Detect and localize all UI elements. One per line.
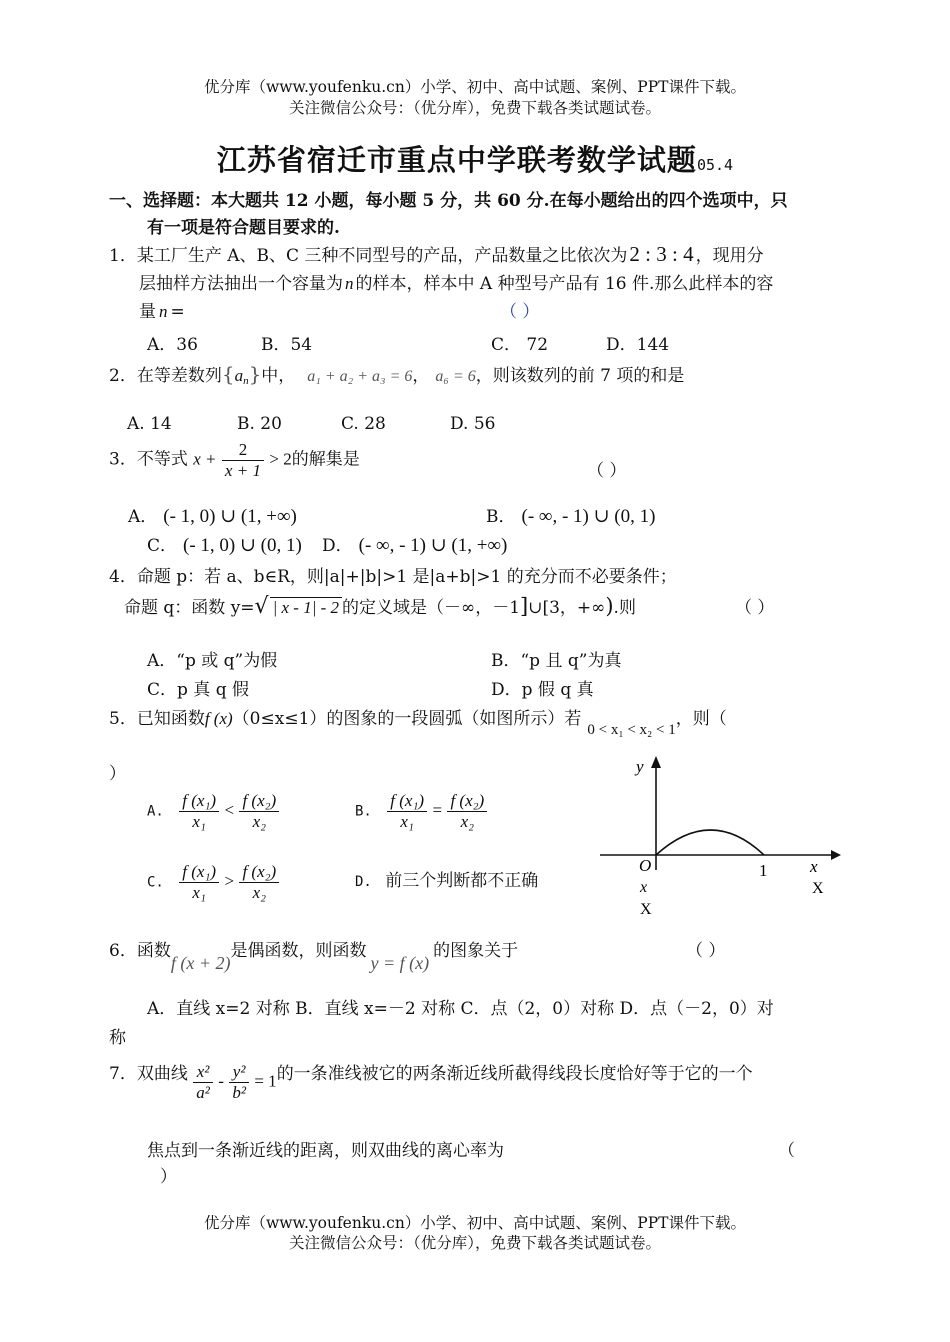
q3-frac-num: 2 [222,440,264,461]
q3-answer-paren: （ ） [587,461,627,481]
q7-d1: a² [196,1082,210,1102]
q4-text-b: 的定义域是（－∞，－1 [342,598,521,618]
q1-line-2 [139,269,773,294]
q5-cond: 0 < x₁ < x₂ < 1 [587,722,676,738]
q4-line-1: 4．命题 p：若 a、b∈R，则|a|+|b|>1 是|a+b|>1 的充分而不必要条件； [109,567,677,587]
q5-a-den2: x₂ [252,811,267,831]
q5-opt-d-label: D. [355,874,372,890]
q1-var-n-2: n [159,302,168,321]
q1-option-c: C． 72 [491,335,549,355]
q5-fx: f (x) [204,709,233,728]
q5-option-b [355,791,487,831]
q1-var-n: n [345,274,354,293]
q5-rel-c: > [224,871,235,891]
q2-option-d: D. 56 [450,414,496,434]
q3-tail: 的解集是 [291,449,360,470]
q4-bracket: ] [520,594,529,618]
q5-tail: ，则（ [675,709,727,729]
q7-frac-2 [229,1062,249,1102]
q7-paren-close: ） [160,1167,177,1187]
q5-graph [596,750,846,920]
q1-line-3 [139,297,185,322]
q4-option-c: C．p 真 q 假 [147,680,249,700]
q6-lead: 6．函数 [109,941,171,961]
q3-opt-a-label: A． [128,507,158,527]
q5-a-num2: f (x₂) [239,791,279,812]
q3-option-c [147,531,302,557]
q7-lead: 7．双曲线 [109,1064,188,1084]
q3-opt-d-label: D． [322,536,353,556]
q5-option-a [147,791,279,831]
graph-origin-label: O [639,856,652,875]
q5-option-d [355,866,538,891]
q5-opt-c-frac2 [239,862,279,902]
q6-mid: 是偶函数，则函数 [230,941,367,961]
q4-answer-paren: （ ） [735,598,775,618]
q5-a-den1: x₁ [192,811,206,831]
q7-n2: y² [229,1062,249,1083]
q2-tail: ，则该数列的前 7 项的和是 [475,366,685,386]
q5-c-den1: x₁ [192,882,206,902]
q7-d2: b² [232,1082,246,1102]
footer-line-1: 优分库（www.youfenku.cn）小学、初中、高中试题、案例、PPT课件下载。 [203,1214,747,1232]
q2-eq1: a₁ + a₂ + a₃ = 6 [307,368,413,385]
q3-option-a [128,502,297,528]
graph-y-arrow-icon [651,756,661,768]
q5-opt-c-frac1 [179,862,219,902]
q7-eq: = 1 [254,1071,277,1091]
q5-option-c [147,862,279,902]
graph-y-label: y [636,757,644,776]
q5-b-den1: x₁ [400,811,414,831]
q3-opt-d-value: (- ∞, - 1) ∪ (1, +∞) [358,535,508,556]
q7-line-2: 焦点到一条渐近线的距离，则双曲线的离心率为 [147,1141,504,1161]
section-heading-line-2: 有一项是符合题目要求的. [147,218,340,238]
q7-minus: - [218,1071,224,1091]
q2-seq: a [234,366,244,385]
q7-paren-open: （ [778,1141,795,1161]
q5-opt-b-frac1 [387,791,427,831]
q1-text-c: 层抽样方法抽出一个容量为 [139,274,343,294]
q2-line: 2．在等差数列$\{a_n\}$中， a₁ + a₂ + a₃ = 6， a₆ = 6，则该数列的前 7 项的和是 [109,362,685,387]
header-line-2: 关注微信公众号：（优分库），免费下载各类试题试卷。 [288,99,661,117]
q1-option-b: B．54 [261,335,313,355]
q3-option-d [322,531,507,557]
graph-one-label: 1 [759,861,768,880]
q2-mid: 中， [261,366,296,386]
q4-text-f: .则 [613,598,636,618]
q1-line-1 [109,241,764,267]
q4-option-b: B．“p 且 q”为真 [491,651,622,671]
page-title [0,138,950,179]
q5-opt-a-label: A. [147,803,164,820]
q5-opt-a-frac2 [239,791,279,831]
q3-opt-c-label: C． [147,536,178,556]
title-date: 05.4 [696,156,734,174]
q5-lead: 5．已知函数 [109,709,205,729]
q2-seq-sub: n [243,375,249,387]
graph-under-X1: X [812,880,824,897]
q2-option-c: C. 28 [341,414,386,434]
q6-options: A．直线 x=2 对称 B．直线 x=－2 对称 C．点（2，0）对称 D．点（－2，0）对 [147,999,774,1019]
header-line-1: 优分库（www.youfenku.cn）小学、初中、高中试题、案例、PPT课件下载。 [203,78,747,96]
q5-mid: （0≤x≤1）的图象的一段圆弧（如图所示）若 [232,709,582,729]
q3-x-plus: x + [193,449,217,469]
q3-opt-b-value: (- ∞, - 1) ∪ (0, 1) [521,506,656,527]
q4-text-d: ∪[3，+∞ [528,598,606,618]
q4-paren: ) [605,594,614,618]
q1-text-a: 1．某工厂生产 A、B、C 三种不同型号的产品，产品数量之比依次为 [109,246,628,266]
q3-line [109,440,360,480]
q1-ratio: 2 : 3 : 4 [629,242,694,266]
q6-options-wrap: 称 [109,1028,126,1048]
q3-gt: > 2 [269,449,292,469]
q7-n1: x² [193,1062,213,1083]
q4-line-2: 命题 q：函数 y=√ | x - 1| - 2 的定义域是（－∞，－1]∪[3，+∞).则 [124,594,636,619]
q1-answer-paren: （ ） [500,302,540,322]
q5-rel-b: = [432,800,443,820]
graph-arc [656,830,764,855]
q5-b-den2: x₂ [460,811,475,831]
q5-opt-b-frac2 [447,791,487,831]
q1-option-a: A．36 [147,335,198,355]
q6-f2: y = f (x) [370,953,430,973]
title-main: 江苏省宿迁市重点中学联考数学试题 [216,143,697,177]
q5-c-num2: f (x₂) [239,862,279,883]
q6-tail: 的图象关于 [433,941,519,961]
q7-line-1 [109,1062,753,1102]
section-heading-line-1: 一、选择题：本大题共 12 小题，每小题 5 分，共 60 分.在每小题给出的四个选项中，只 [109,191,788,211]
q3-opt-c-value: (- 1, 0) ∪ (0, 1) [183,535,302,556]
q2-lead: 2．在等差数列 [109,366,222,386]
q3-opt-b-label: B． [486,507,516,527]
q5-opt-a-frac1 [179,791,219,831]
q5-close-paren: ） [109,764,126,784]
q5-a-num1: f (x₁) [179,791,219,812]
q1-text-b: ，现用分 [695,246,764,266]
q5-line [109,704,727,738]
q6-f1: f (x + 2) [170,953,231,973]
q3-option-b [486,502,655,528]
q5-c-den2: x₂ [252,882,267,902]
graph-under-x: x [640,879,648,896]
q4-radical: | x - 1| - 2 [270,597,342,618]
q7-frac-1 [193,1062,213,1102]
graph-under-X2: X [640,901,652,918]
q3-lead: 3．不等式 [109,449,188,470]
q2-option-a: A. 14 [127,414,172,434]
graph-x-label: x [810,857,818,876]
q1-option-d: D．144 [606,335,670,355]
q5-rel-a: < [224,800,235,820]
q3-fraction [222,440,264,480]
q2-eq2: a₆ = 6 [435,368,476,385]
q2-comma: ， [412,366,430,386]
footer-line-2: 关注微信公众号：（优分库），免费下载各类试题试卷。 [288,1234,661,1252]
q1-text-d: 的样本，样本中 A 种型号产品有 16 件.那么此样本的容 [355,274,774,294]
q5-opt-d-text: 前三个判断都不正确 [385,871,539,891]
graph-x-arrow-icon [831,850,841,860]
q5-opt-c-label: C. [147,874,164,891]
q4-option-d: D．p 假 q 真 [491,680,594,700]
q6-line [109,936,519,973]
q3-opt-a-value: (- 1, 0) ∪ (1, +∞) [163,506,297,527]
q5-b-num2: f (x₂) [447,791,487,812]
q7-tail: 的一条准线被它的两条渐近线所截得线段长度恰好等于它的一个 [276,1064,753,1084]
q3-frac-den: x + 1 [224,460,261,480]
q4-text-a: 命题 q：函数 y= [124,598,255,618]
q2-option-b: B. 20 [237,414,282,434]
q1-text-eq: = [170,302,185,322]
q5-c-num1: f (x₁) [179,862,219,883]
q6-answer-paren: （ ） [686,941,726,961]
q5-b-num1: f (x₁) [387,791,427,812]
q5-opt-b-label: B. [355,803,372,820]
q4-option-a: A．“p 或 q”为假 [147,651,278,671]
q1-text-e: 量 [139,302,156,322]
